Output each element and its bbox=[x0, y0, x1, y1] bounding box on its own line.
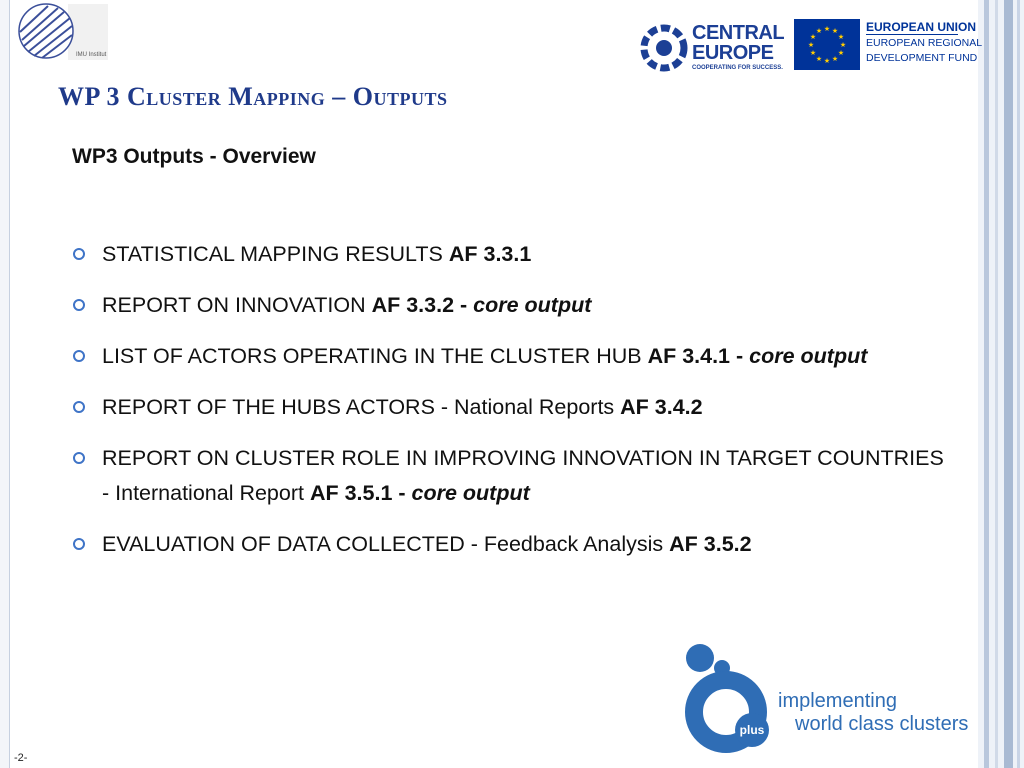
slide-title: WP 3 Cluster Mapping – Outputs bbox=[58, 82, 448, 111]
left-frame-border bbox=[0, 0, 10, 768]
bullet-icon bbox=[73, 299, 85, 311]
right-frame-decoration bbox=[978, 0, 1024, 768]
svg-text:★: ★ bbox=[815, 27, 823, 35]
central-europe-tagline: COOPERATING FOR SUCCESS. bbox=[692, 65, 783, 71]
cplus-tagline-line2: world class clusters bbox=[795, 713, 969, 735]
cplus-mark-text: plus bbox=[739, 723, 765, 737]
svg-text:★: ★ bbox=[839, 41, 847, 49]
svg-text:★: ★ bbox=[831, 55, 839, 63]
list-item: LIST OF ACTORS OPERATING IN THE CLUSTER HUB AF 3.4.1 - core output bbox=[72, 339, 952, 374]
bullet-icon bbox=[73, 538, 85, 550]
eu-line2: EUROPEAN REGIONAL bbox=[866, 37, 983, 49]
list-item: REPORT ON INNOVATION AF 3.3.2 - core output bbox=[72, 288, 952, 323]
svg-text:★: ★ bbox=[809, 49, 817, 57]
svg-text:★: ★ bbox=[807, 41, 815, 49]
bullet-icon bbox=[73, 401, 85, 413]
imu-logo-text: IMU Institut bbox=[76, 52, 107, 58]
list-item: EVALUATION OF DATA COLLECTED - Feedback Analysis AF 3.5.2 bbox=[72, 527, 952, 562]
list-item: REPORT OF THE HUBS ACTORS - National Reports AF 3.4.2 bbox=[72, 390, 952, 425]
eu-flag-icon bbox=[794, 19, 860, 70]
svg-text:★: ★ bbox=[837, 49, 845, 57]
eu-divider bbox=[866, 34, 958, 35]
list-item: REPORT ON CLUSTER ROLE IN IMPROVING INNOVATION IN TARGET COUNTRIES - International Report AF 3.5.1 - core output bbox=[72, 441, 952, 511]
eu-line3: DEVELOPMENT FUND bbox=[866, 52, 978, 64]
central-europe-line1: CENTRAL bbox=[692, 22, 785, 44]
list-item: STATISTICAL MAPPING RESULTS AF 3.3.1 bbox=[72, 237, 952, 272]
svg-text:★: ★ bbox=[823, 57, 831, 65]
eu-line1: EUROPEAN UNION bbox=[866, 20, 977, 34]
cplus-tagline-line1: implementing bbox=[778, 690, 897, 712]
slide-subtitle: WP3 Outputs - Overview bbox=[72, 145, 316, 168]
svg-text:★: ★ bbox=[815, 55, 823, 63]
page-number: -2- bbox=[14, 752, 28, 764]
svg-text:★: ★ bbox=[837, 33, 845, 41]
svg-text:★: ★ bbox=[831, 27, 839, 35]
svg-text:★: ★ bbox=[823, 25, 831, 33]
bullet-icon bbox=[73, 452, 85, 464]
bullet-icon bbox=[73, 248, 85, 260]
central-europe-line2: EUROPE bbox=[692, 42, 774, 64]
cplus-logo bbox=[682, 642, 782, 760]
outputs-list bbox=[72, 237, 952, 578]
bullet-icon bbox=[73, 350, 85, 362]
svg-text:★: ★ bbox=[809, 33, 817, 41]
